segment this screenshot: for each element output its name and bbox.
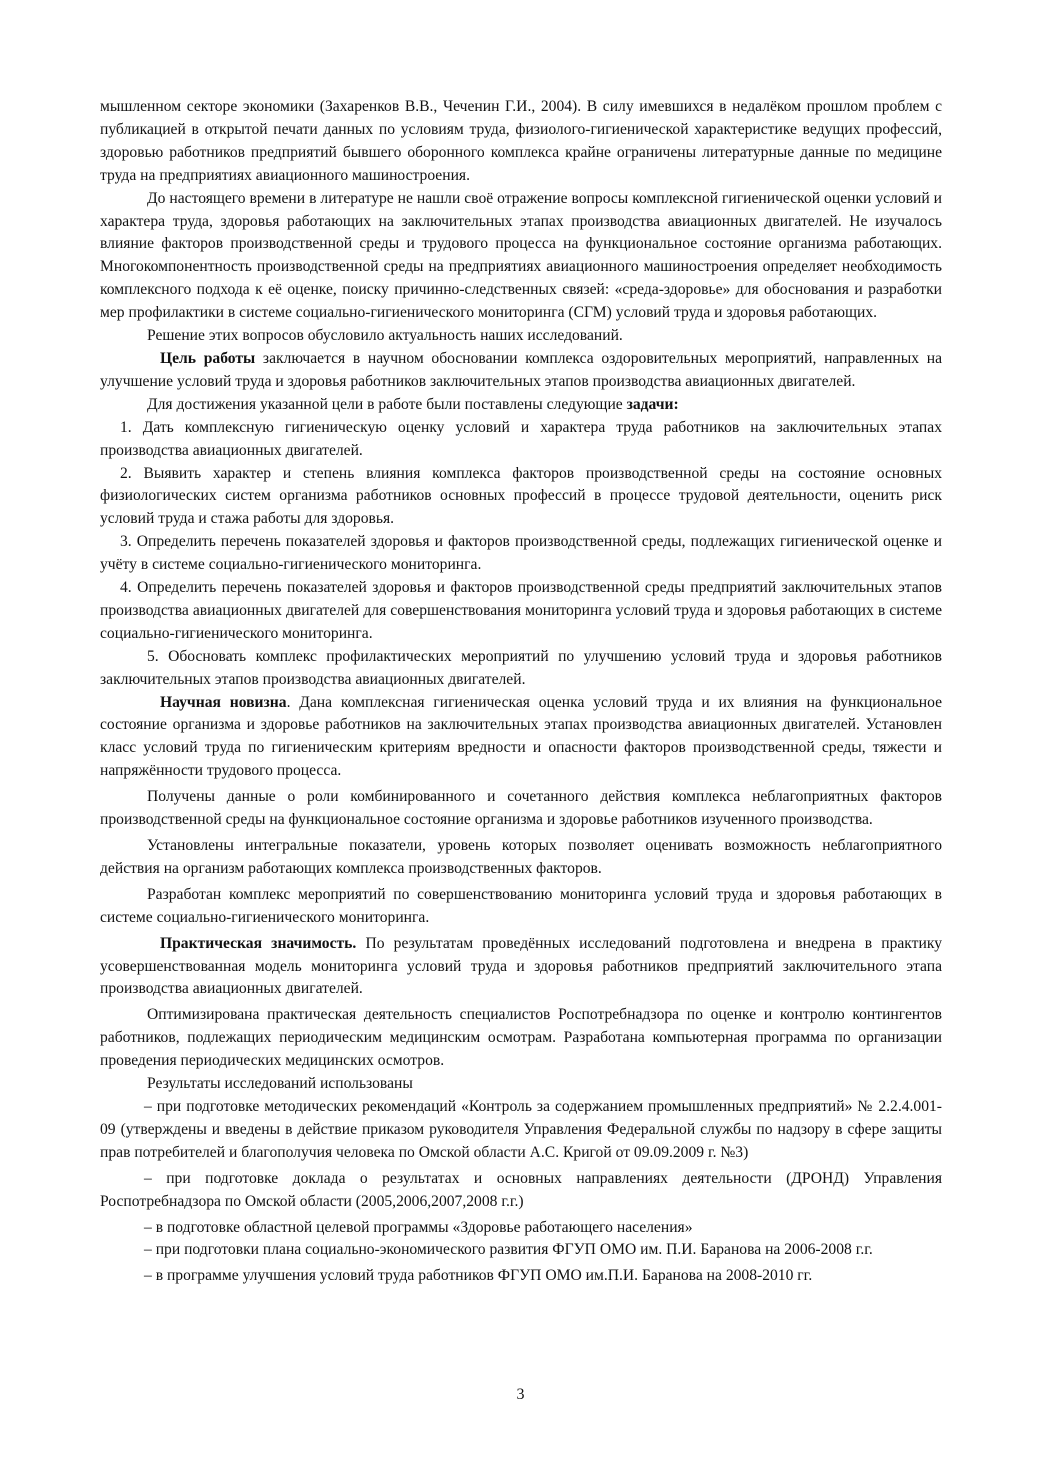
paragraph-intro-continuation: мышленном секторе экономики (Захаренков В.В., Чеченин Г.И., 2004). В силу имевшихся в недалёком прошлом проблем с публикацией в открытой печати данных по условиям труда, физиолого-гигиенической характеристике ведущих профессий, здоровью работников предприятий бывшего оборонного комплекса крайне ограничены литературные данные по медицине труда на предприятиях авиационного машиностроения. xyxy=(100,98,942,184)
task-item: 1. Дать комплексную гигиеническую оценку условий и характера труда работников на заключительных этапах производства авиационных двигателей. xyxy=(100,418,942,459)
practical-text: По результатам проведённых исследований подготовлена и внедрена в практику усовершенствованная модель мониторинга условий труда и здоровья работников предприятий заключительного этапа производства авиационных двигателей. xyxy=(100,934,942,998)
page-number: 3 xyxy=(516,1386,525,1403)
paragraph-goal xyxy=(100,348,942,394)
task-item: 2. Выявить характер и степень влияния комплекса факторов производственной среды на состояние основных физиологических систем организма работников основных профессий в процессе трудовой деятельности, оценить риск условий труда и стажа работы для здоровья. xyxy=(100,464,942,528)
goal-text: заключается в научном обосновании комплекса оздоровительных мероприятий, направленных на улучшение условий труда и здоровья работников заключительных этапов производства авиационных двигателей. xyxy=(100,349,942,390)
novelty-text: . Дана комплексная гигиеническая оценка условий труда и их влияния на функциональное состояние организма и здоровье работников на заключительных этапах производства авиационных двигателей. Установлен класс условий труда по гигиеническим критериям вредности и опасности факторов производственной среды, тяжести и напряжённости трудового процесса. xyxy=(100,693,942,780)
paragraph-novelty xyxy=(100,692,942,784)
paragraph-novelty-data: Получены данные о роли комбинированного и сочетанного действия комплекса неблагоприятных факторов производственной среды на функциональное состояние организма и здоровье работников изученного производства. xyxy=(100,788,942,829)
novelty-heading: Научная новизна xyxy=(160,693,287,711)
task-item: 3. Определить перечень показателей здоровья и факторов производственной среды, подлежащих гигиенической оценке и учёту в системе социально-гигиенического мониторинга. xyxy=(100,533,942,574)
paragraph-practical xyxy=(100,933,942,1002)
paragraph-novelty-measures: Разработан комплекс мероприятий по совершенствованию мониторинга условий труда и здоровья работающих в системе социально-гигиенического мониторинга. xyxy=(100,885,942,926)
paragraph-relevance: Решение этих вопросов обусловило актуальность наших исследований. xyxy=(147,327,623,345)
usage-item: – в программе улучшения условий труда работников ФГУП ОМО им.П.И. Баранова на 2008-2010 гг. xyxy=(144,1267,813,1285)
task-item: 5. Обосновать комплекс профилактических мероприятий по улучшению условий труда и здоровья работников заключительных этапов производства авиационных двигателей. xyxy=(100,647,942,688)
usage-item: – в подготовке областной целевой программы «Здоровье работающего населения» xyxy=(144,1218,693,1236)
practical-heading: Практическая значимость. xyxy=(160,934,357,952)
tasks-intro-text: Для достижения указанной цели в работе были поставлены следующие xyxy=(147,395,627,413)
paragraph-results-used: Результаты исследований использованы xyxy=(147,1075,413,1093)
usage-item: – при подготовке методических рекомендаций «Контроль за содержанием промышленных предприятий» № 2.2.4.001-09 (утверждены и введены в действие приказом руководителя Управления Федеральной службы по надзору в сфере защиты прав потребителей и благополучия человека по Омской области А.С. Кригой от 09.09.2009 г. №3) xyxy=(100,1097,942,1161)
task-item: 4. Определить перечень показателей здоровья и факторов производственной среды предприятий заключительных этапов производства авиационных двигателей для совершенствования мониторинга условий труда и здоровья работающих в системе социально-гигиенического мониторинга. xyxy=(100,579,942,642)
paragraph-tasks-intro xyxy=(100,394,942,417)
paragraph-practical-optimization: Оптимизирована практическая деятельность специалистов Роспотребнадзора по оценке и контролю контингентов работников, подлежащих периодическим медицинским осмотрам. Разработана компьютерная программа по организации проведения периодических медицинских осмотров. xyxy=(100,1006,942,1070)
usage-item: – при подготовки плана социально-экономического развития ФГУП ОМО им. П.И. Баранова на 2006-2008 г.г. xyxy=(144,1241,873,1259)
paragraph-novelty-indicators: Установлены интегральные показатели, уровень которых позволяет оценивать возможность неблагоприятного действия на организм работающих комплекса производственных факторов. xyxy=(100,837,942,877)
paragraph-literature-review: До настоящего времени в литературе не нашли своё отражение вопросы комплексной гигиенической оценки условий и характера труда, здоровья работающих на заключительных этапах производства авиационных двигателей. Не изучалось влияние факторов производственной среды и трудового процесса на функциональное состояние организма работающих. Многокомпонентность производственной среды на предприятиях авиационного машиностроения определяет необходимость комплексного подхода к её оценке, поиску причинно-следственных связей: «среда-здоровье» для обоснования и разработки мер профилактики в системе социально-гигиенического мониторинга (СГМ) условий труда и здоровья работающих. xyxy=(100,189,942,322)
document-body xyxy=(100,96,942,1288)
usage-item: – при подготовке доклада о результатах и основных направлениях деятельности (ДРОНД) Управления Роспотребнадзора по Омской области (2005,2006,2007,2008 г.г.) xyxy=(100,1169,942,1210)
goal-heading: Цель работы xyxy=(160,349,256,367)
tasks-heading: задачи: xyxy=(626,395,679,413)
